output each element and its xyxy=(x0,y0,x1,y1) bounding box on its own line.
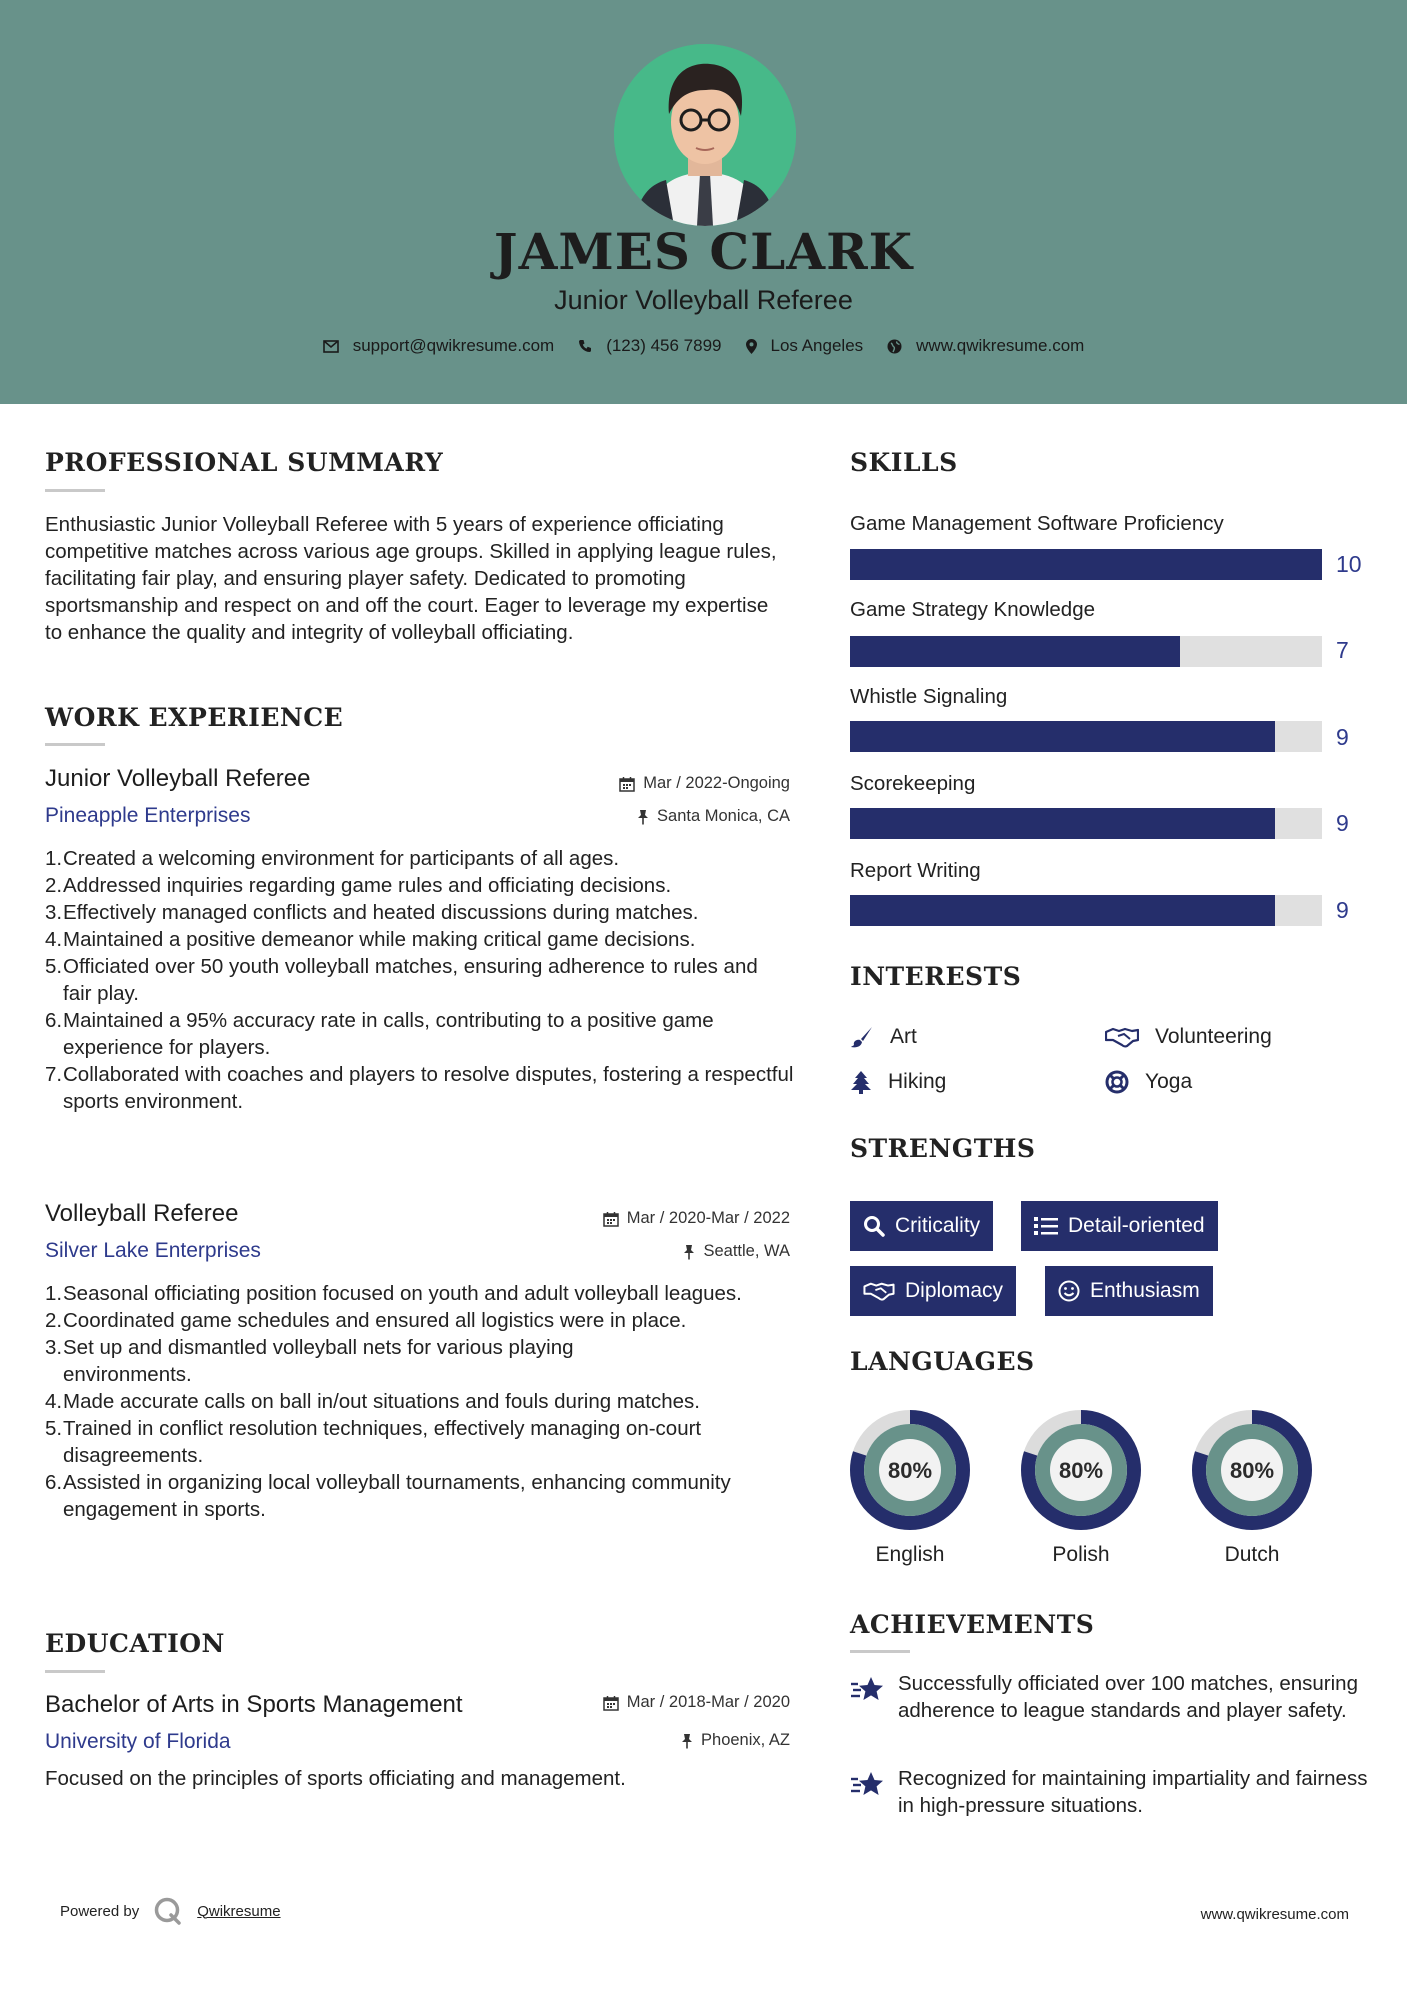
skill-bar-fill xyxy=(850,808,1275,839)
list-item: 6. Assisted in organizing local volleyball tournaments, enhancing community engagement in sports. xyxy=(45,1471,731,1521)
job-dates-text: Mar / 2022-Ongoing xyxy=(643,774,790,792)
contact-phone-text: (123) 456 7899 xyxy=(606,336,722,355)
list-item: 4. Maintained a positive demeanor while making critical game decisions. xyxy=(45,928,696,951)
star-icon xyxy=(850,1769,884,1799)
interest-item xyxy=(1105,1025,1272,1049)
contact-phone[interactable] xyxy=(578,336,721,356)
achievement-item xyxy=(850,1670,1370,1724)
powered-by-label: Powered by xyxy=(60,1902,140,1920)
list-item-text: Made accurate calls on ball in/out situations and fouls during matches. xyxy=(63,1390,701,1413)
footer-url[interactable]: www.qwikresume.com xyxy=(1200,1906,1349,1923)
list-item-text: Officiated over 50 youth volleyball matches, ensuring adherence to rules and fair play. xyxy=(63,955,758,1005)
interest-label: Art xyxy=(890,1025,917,1048)
list-item-text: Addressed inquiries regarding game rules and officiating decisions. xyxy=(63,874,672,897)
list-item: 2. Addressed inquiries regarding game rules and officiating decisions. xyxy=(45,874,672,897)
envelope-icon xyxy=(323,340,339,353)
contact-bar xyxy=(0,336,1407,356)
skill-bar-fill xyxy=(850,636,1180,667)
skill-value: 10 xyxy=(1336,551,1362,577)
language-ring xyxy=(1019,1408,1143,1532)
search-icon xyxy=(863,1215,885,1237)
work-rule xyxy=(45,743,105,746)
skill-value: 7 xyxy=(1336,637,1349,663)
skill-bar-fill xyxy=(850,549,1322,580)
contact-website[interactable] xyxy=(887,336,1084,356)
achievement-text: Successfully officiated over 100 matches, ensuring adherence to league standards and player safety. xyxy=(898,1672,1358,1722)
job-title: Volleyball Referee xyxy=(45,1200,239,1227)
education-location xyxy=(681,1731,790,1750)
list-item: 1. Created a welcoming environment for participants of all ages. xyxy=(45,847,620,870)
handshake-icon xyxy=(1105,1026,1139,1048)
job-location-text: Seattle, WA xyxy=(703,1242,790,1260)
calendar-icon xyxy=(603,1695,619,1711)
language-percent: 80% xyxy=(887,1458,933,1483)
list-item-text: Set up and dismantled volleyball nets for various playing environments. xyxy=(63,1336,574,1386)
contact-email[interactable] xyxy=(323,336,555,356)
skill-label: Report Writing xyxy=(850,859,981,882)
education-dates-text: Mar / 2018-Mar / 2020 xyxy=(626,1693,790,1711)
map-pin-icon xyxy=(746,339,757,354)
interest-item xyxy=(1105,1070,1192,1094)
avatar xyxy=(614,44,796,226)
job-title: Junior Volleyball Referee xyxy=(45,765,311,792)
summary-rule xyxy=(45,489,105,492)
skill-label: Game Management Software Proficiency xyxy=(850,512,1224,535)
list-item: 6. Maintained a 95% accuracy rate in calls, contributing to a positive game experience for players. xyxy=(45,1009,714,1059)
education-location-text: Phoenix, AZ xyxy=(701,1731,790,1749)
list-item-text: Trained in conflict resolution techniques, effectively managing on-court disagreements. xyxy=(63,1417,702,1467)
language-percent: 80% xyxy=(1058,1458,1104,1483)
degree-title: Bachelor of Arts in Sports Management xyxy=(45,1691,463,1718)
calendar-icon xyxy=(603,1211,619,1227)
interest-item xyxy=(850,1025,917,1049)
education-dates xyxy=(603,1693,790,1712)
strength-badge xyxy=(1045,1266,1213,1316)
strength-label: Diplomacy xyxy=(905,1279,1004,1302)
avatar-portrait xyxy=(614,44,796,226)
school-name: University of Florida xyxy=(45,1730,231,1753)
header-banner xyxy=(0,0,1407,404)
strength-label: Criticality xyxy=(895,1214,981,1237)
list-item-text: Assisted in organizing local volleyball tournaments, enhancing community engagement in sports. xyxy=(63,1471,731,1521)
language-ring xyxy=(1190,1408,1314,1532)
interests-heading: INTERESTS xyxy=(850,962,1022,991)
interest-item xyxy=(850,1070,946,1094)
strength-label: Enthusiasm xyxy=(1090,1279,1200,1302)
language-ring xyxy=(848,1408,972,1532)
skill-label: Whistle Signaling xyxy=(850,685,1008,708)
language-gauge xyxy=(1019,1408,1143,1537)
interest-label: Yoga xyxy=(1145,1070,1193,1093)
candidate-name: JAMES CLARK xyxy=(493,222,914,281)
strength-badge xyxy=(850,1201,993,1251)
skill-bar-track xyxy=(850,636,1322,667)
language-name: English xyxy=(875,1543,945,1566)
pushpin-icon xyxy=(681,1733,693,1749)
star-icon xyxy=(850,1674,884,1704)
skill-bar-track xyxy=(850,721,1322,752)
lifebuoy-icon xyxy=(1105,1070,1129,1094)
work-heading: WORK EXPERIENCE xyxy=(45,703,344,732)
skill-value: 9 xyxy=(1336,897,1349,923)
language-percent: 80% xyxy=(1229,1458,1275,1483)
pushpin-icon xyxy=(637,809,649,825)
job-company: Pineapple Enterprises xyxy=(45,804,251,827)
skill-bar-fill xyxy=(850,895,1275,926)
skill-bar-fill xyxy=(850,721,1275,752)
list-item-text: Maintained a 95% accuracy rate in calls, contributing to a positive game experience for players. xyxy=(63,1009,714,1059)
summary-text: Enthusiastic Junior Volleyball Referee with 5 years of experience officiating competitive matches across various age groups. Skilled in applying league rules, facilitating fair play, and ensuring player safety. Dedicated to promoting sportsmanship and respect on and off the court. Eager to leverage my expertise to enhance the quality and integrity of volleyball officiating. xyxy=(45,513,777,644)
skill-value: 9 xyxy=(1336,724,1349,750)
achievements-heading: ACHIEVEMENTS xyxy=(850,1610,1095,1639)
contact-website-text: www.qwikresume.com xyxy=(916,336,1085,355)
list-item: 4. Made accurate calls on ball in/out situations and fouls during matches. xyxy=(45,1390,701,1413)
strength-badge xyxy=(1021,1201,1218,1251)
smile-icon xyxy=(1058,1280,1080,1302)
list-item: 2. Coordinated game schedules and ensured all logistics were in place. xyxy=(45,1309,687,1332)
contact-location-text: Los Angeles xyxy=(770,336,864,355)
contact-email-text: support@qwikresume.com xyxy=(352,336,555,355)
skill-label: Game Strategy Knowledge xyxy=(850,598,1095,621)
education-rule xyxy=(45,1670,105,1673)
qwikresume-logo-icon xyxy=(153,1896,183,1926)
job-location xyxy=(637,807,790,826)
candidate-title: Junior Volleyball Referee xyxy=(554,285,853,315)
strength-label: Detail-oriented xyxy=(1068,1214,1205,1237)
list-item: 1. Seasonal officiating position focused on youth and adult volleyball leagues. xyxy=(45,1282,742,1305)
brand-link[interactable]: Qwikresume xyxy=(197,1902,281,1920)
achievement-text: Recognized for maintaining impartiality and fairness in high-pressure situations. xyxy=(898,1767,1368,1817)
education-description: Focused on the principles of sports officiating and management. xyxy=(45,1767,626,1790)
tree-icon xyxy=(850,1070,872,1094)
skill-bar-track xyxy=(850,895,1322,926)
language-name: Polish xyxy=(1052,1543,1110,1566)
job-location-text: Santa Monica, CA xyxy=(657,807,790,825)
language-gauge xyxy=(848,1408,972,1537)
list-item: 3. Set up and dismantled volleyball nets for various playing environments. xyxy=(45,1336,574,1386)
skill-bar-track xyxy=(850,549,1322,580)
list-item: 7. Collaborated with coaches and players to resolve disputes, fostering a respectful sports environment. xyxy=(45,1063,794,1113)
skill-value: 9 xyxy=(1336,810,1349,836)
list-item-text: Coordinated game schedules and ensured all logistics were in place. xyxy=(63,1309,687,1332)
list-item-text: Created a welcoming environment for participants of all ages. xyxy=(63,847,620,870)
summary-heading: PROFESSIONAL SUMMARY xyxy=(45,448,444,477)
language-name: Dutch xyxy=(1224,1543,1280,1566)
list-item-text: Collaborated with coaches and players to resolve disputes, fostering a respectful sports environment. xyxy=(63,1063,794,1113)
achievement-item xyxy=(850,1765,1370,1819)
calendar-icon xyxy=(619,776,635,792)
contact-location xyxy=(746,336,864,356)
globe-icon xyxy=(887,339,902,354)
paintbrush-icon xyxy=(850,1025,874,1049)
strengths-heading: STRENGTHS xyxy=(850,1134,1036,1163)
handshake-icon xyxy=(863,1281,895,1301)
skill-label: Scorekeeping xyxy=(850,772,976,795)
language-gauge xyxy=(1190,1408,1314,1537)
list-item-text: Maintained a positive demeanor while making critical game decisions. xyxy=(63,928,696,951)
skill-bar-track xyxy=(850,808,1322,839)
pushpin-icon xyxy=(683,1244,695,1260)
strength-badge xyxy=(850,1266,1016,1316)
interest-label: Volunteering xyxy=(1155,1025,1272,1048)
phone-icon xyxy=(578,339,592,353)
job-dates-text: Mar / 2020-Mar / 2022 xyxy=(626,1209,790,1227)
list-item-text: Seasonal officiating position focused on youth and adult volleyball leagues. xyxy=(63,1282,742,1305)
footer-powered-by xyxy=(60,1896,281,1926)
list-item: 3. Effectively managed conflicts and heated discussions during matches. xyxy=(45,901,699,924)
list-icon xyxy=(1034,1216,1058,1236)
list-item: 5. Officiated over 50 youth volleyball matches, ensuring adherence to rules and fair play. xyxy=(45,955,758,1005)
education-heading: EDUCATION xyxy=(45,1629,225,1658)
job-company: Silver Lake Enterprises xyxy=(45,1239,261,1262)
interest-label: Hiking xyxy=(888,1070,947,1093)
languages-heading: LANGUAGES xyxy=(850,1347,1035,1376)
achievements-rule xyxy=(850,1650,910,1653)
list-item: 5. Trained in conflict resolution techniques, effectively managing on-court disagreements. xyxy=(45,1417,702,1467)
job-dates xyxy=(619,774,790,793)
skills-heading: SKILLS xyxy=(850,448,958,477)
job-duties-list xyxy=(45,1280,805,1523)
list-item-text: Effectively managed conflicts and heated discussions during matches. xyxy=(63,901,699,924)
job-location xyxy=(683,1242,790,1261)
job-dates xyxy=(603,1209,790,1228)
job-duties-list xyxy=(45,845,805,1115)
